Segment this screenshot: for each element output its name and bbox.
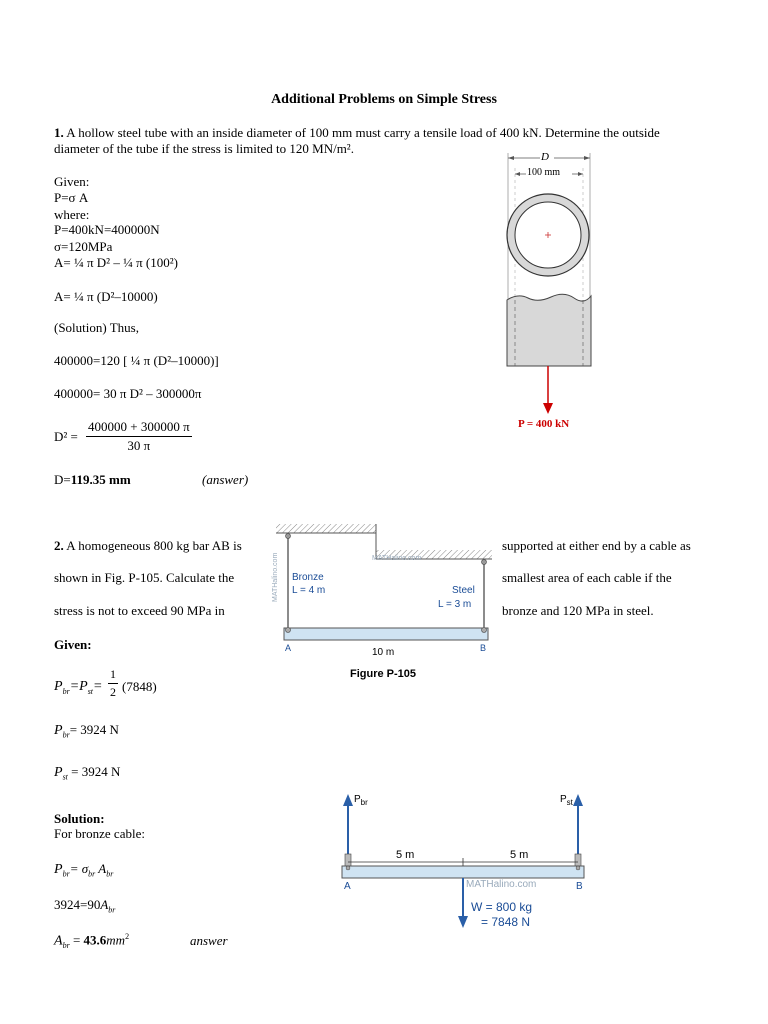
subscript: br <box>62 730 70 740</box>
solution-subheading: For bronze cable: <box>54 826 145 841</box>
distance-right-label: 5 m <box>510 849 529 861</box>
fraction-numerator: 400000 + 300000 π <box>86 419 192 437</box>
subscript: br <box>88 869 96 879</box>
problem-1-line-1 <box>54 125 660 141</box>
subscript: st <box>566 798 573 807</box>
symbol: =P <box>69 679 88 694</box>
figure-p105 <box>272 522 496 684</box>
load-label: P = 400 kN <box>518 418 570 430</box>
symbol: P <box>54 723 63 738</box>
figure-tube <box>496 148 606 438</box>
answer-label: (answer) <box>202 472 249 487</box>
problem-number: 2. <box>54 538 64 553</box>
point-a-label: A <box>285 643 292 653</box>
problem-text: A homogeneous 800 kg bar AB is <box>63 538 242 553</box>
subscript: br <box>360 798 368 807</box>
figure-free-body <box>336 786 596 936</box>
result-value: 43.6 <box>83 932 107 948</box>
symbol: P <box>54 862 63 877</box>
force-p-br-label <box>354 794 368 807</box>
exponent: 2 <box>125 932 130 941</box>
value: 3924=90 <box>54 897 101 912</box>
equation-mass: (7848) <box>122 679 157 694</box>
given-label: Given: <box>54 637 92 652</box>
subscript: br <box>62 940 70 950</box>
equation: P=σ A <box>54 190 89 205</box>
symbol: = σ <box>69 861 89 876</box>
given-label: Given: <box>54 174 90 189</box>
equation-stress <box>54 861 113 879</box>
steel-label: Steel <box>452 585 475 596</box>
point-b-label: B <box>480 643 487 653</box>
distance-left-label: 5 m <box>396 849 415 861</box>
given-stress: σ=120MPa <box>54 239 113 254</box>
subscript: br <box>106 869 114 879</box>
watermark: MATHalino.com <box>466 879 537 890</box>
d-squared-label: D² = <box>54 429 78 444</box>
answer-label: answer <box>190 933 228 948</box>
symbol: P <box>54 679 63 694</box>
symbol: A <box>95 861 107 876</box>
value: = 3924 N <box>67 764 121 779</box>
subscript: st <box>87 686 94 696</box>
symbol: P <box>560 794 567 805</box>
result-label: D= <box>54 472 71 487</box>
symbol: A <box>100 897 109 912</box>
symbol: P <box>54 765 63 780</box>
problem-number: 1. <box>54 125 64 140</box>
unit: mm <box>106 932 126 948</box>
equation-p-br-st <box>54 679 102 696</box>
solution-step-1: 400000=120 [ ¼ π (D²–10000)] <box>54 353 219 368</box>
problem-1-line-2: diameter of the tube if the stress is limited to 120 MN/m². <box>54 141 354 156</box>
outer-diameter-label: D <box>541 151 549 163</box>
inner-diameter-label: 100 mm <box>527 167 561 178</box>
weight-newtons-label: = 7848 N <box>481 915 531 929</box>
problem-2-line-1 <box>54 538 242 554</box>
result-line <box>54 472 131 488</box>
watermark-vertical: MATHalino.com <box>272 552 279 602</box>
area-equation-2: A= ¼ π (D²–10000) <box>54 289 158 304</box>
span-label: 10 m <box>372 647 395 658</box>
subscript: st <box>62 772 68 782</box>
solution-heading: Solution: <box>54 811 105 826</box>
equation-area-calc <box>54 897 115 915</box>
figure-caption: Figure P-105 <box>350 668 417 680</box>
bronze-length: L = 4 m <box>292 585 326 596</box>
point-b-label: B <box>576 881 583 892</box>
symbol: P <box>354 794 361 805</box>
equation-p-st <box>54 764 120 782</box>
result-value: 119.35 mm <box>70 472 131 487</box>
equation-p-br <box>54 722 119 740</box>
half-fraction <box>108 667 118 700</box>
fraction-denominator: 30 π <box>127 438 151 453</box>
weight-label: W = 800 kg <box>471 900 533 914</box>
solution-step-2: 400000= 30 π D² – 300000π <box>54 386 202 401</box>
solution-label: (Solution) Thus, <box>54 320 139 335</box>
symbol: = <box>93 679 103 694</box>
watermark: MATHalino.com <box>372 555 422 562</box>
fraction-denominator: 2 <box>110 685 116 699</box>
equation-area-result <box>54 932 129 950</box>
area-equation: A= ¼ π D² – ¼ π (100²) <box>54 255 178 270</box>
where-label: where: <box>54 207 90 222</box>
problem-2-right-2: smallest area of each cable if the <box>502 570 672 585</box>
subscript: br <box>62 869 70 879</box>
d-squared-fraction <box>86 419 192 454</box>
force-p-st-label <box>560 794 573 807</box>
symbol: = <box>69 932 84 948</box>
subscript: br <box>62 686 70 696</box>
subscript: br <box>108 905 116 915</box>
problem-text: A hollow steel tube with an inside diameter of 100 mm must carry a tensile load of 400 kN. Determine the outside <box>63 125 660 140</box>
point-a-label: A <box>344 881 351 892</box>
fraction-numerator: 1 <box>108 667 118 684</box>
value: = 3924 N <box>69 722 119 737</box>
problem-2-right-1: supported at either end by a cable as <box>502 538 691 553</box>
problem-2-right-3: bronze and 120 MPa in steel. <box>502 603 654 618</box>
bronze-label: Bronze <box>292 572 324 583</box>
page-title: Additional Problems on Simple Stress <box>271 92 497 107</box>
problem-2-line-2: shown in Fig. P-105. Calculate the <box>54 570 235 585</box>
problem-2-line-3: stress is not to exceed 90 MPa in <box>54 603 225 618</box>
steel-length: L = 3 m <box>438 599 472 610</box>
symbol: A <box>54 933 63 949</box>
given-load: P=400kN=400000N <box>54 222 160 237</box>
